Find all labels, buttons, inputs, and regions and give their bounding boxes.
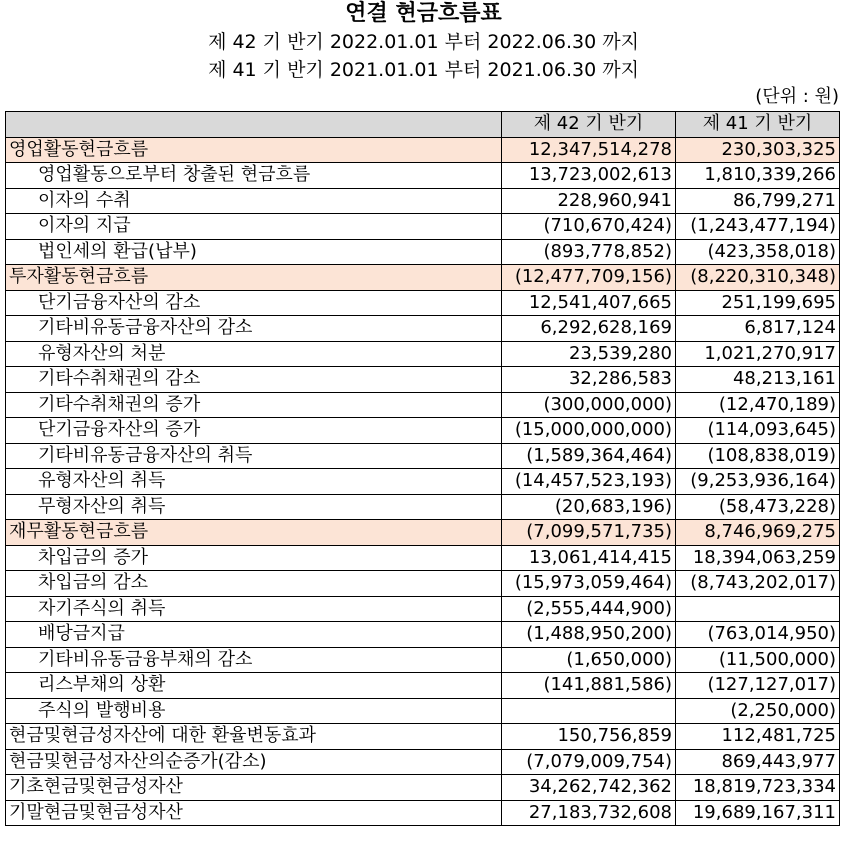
row-value-current: (2,555,444,900)	[502, 596, 676, 622]
table-row	[6, 316, 840, 342]
table-row	[6, 214, 840, 240]
row-value-current: (893,778,852)	[502, 239, 676, 265]
row-value-prior: (58,473,228)	[676, 494, 840, 520]
unit-label: (단위 : 원)	[755, 86, 839, 107]
table-row	[6, 520, 840, 546]
table-row	[6, 341, 840, 367]
row-value-prior: (8,743,202,017)	[676, 571, 840, 597]
table-row	[6, 290, 840, 316]
row-value-current: (12,477,709,156)	[502, 265, 676, 291]
row-label: 리스부채의 상환	[6, 673, 502, 699]
row-label: 법인세의 환급(납부)	[6, 239, 502, 265]
row-label: 무형자산의 취득	[6, 494, 502, 520]
table-row	[6, 749, 840, 775]
row-value-prior: 18,394,063,259	[676, 545, 840, 571]
row-label: 배당금지급	[6, 622, 502, 648]
header-prior: 제 41 기 반기	[676, 112, 840, 138]
row-value-prior: 18,819,723,334	[676, 775, 840, 801]
row-label: 차입금의 감소	[6, 571, 502, 597]
row-value-current: (300,000,000)	[502, 392, 676, 418]
row-value-current: 12,347,514,278	[502, 137, 676, 163]
table-row	[6, 698, 840, 724]
row-label: 현금및현금성자산에 대한 환율변동효과	[6, 724, 502, 750]
row-value-current: (1,650,000)	[502, 647, 676, 673]
table-row	[6, 724, 840, 750]
table-header-row	[6, 112, 840, 138]
table-row	[6, 571, 840, 597]
table-row	[6, 800, 840, 826]
row-label: 단기금융자산의 증가	[6, 418, 502, 444]
table-row	[6, 647, 840, 673]
row-value-prior: 251,199,695	[676, 290, 840, 316]
row-value-current: 13,723,002,613	[502, 163, 676, 189]
table-row	[6, 545, 840, 571]
row-label: 이자의 지급	[6, 214, 502, 240]
row-value-current: 12,541,407,665	[502, 290, 676, 316]
row-value-current: 32,286,583	[502, 367, 676, 393]
row-value-prior	[676, 596, 840, 622]
cash-flow-table	[5, 111, 840, 826]
page-title: 연결 현금흐름표	[345, 0, 502, 26]
row-value-prior: 1,021,270,917	[676, 341, 840, 367]
row-value-current: (15,973,059,464)	[502, 571, 676, 597]
row-value-prior: 6,817,124	[676, 316, 840, 342]
row-label: 기초현금및현금성자산	[6, 775, 502, 801]
row-value-current: (14,457,523,193)	[502, 469, 676, 495]
row-value-current: (7,099,571,735)	[502, 520, 676, 546]
row-value-prior: (11,500,000)	[676, 647, 840, 673]
row-label: 이자의 수취	[6, 188, 502, 214]
table-row	[6, 239, 840, 265]
row-label: 차입금의 증가	[6, 545, 502, 571]
row-value-current: (7,079,009,754)	[502, 749, 676, 775]
row-value-current: 228,960,941	[502, 188, 676, 214]
row-label: 기타수취채권의 증가	[6, 392, 502, 418]
row-value-current: (15,000,000,000)	[502, 418, 676, 444]
table-row	[6, 443, 840, 469]
table-row	[6, 596, 840, 622]
table-row	[6, 775, 840, 801]
row-value-prior: 869,443,977	[676, 749, 840, 775]
row-value-current: 23,539,280	[502, 341, 676, 367]
row-value-current: (141,881,586)	[502, 673, 676, 699]
row-value-prior: (2,250,000)	[676, 698, 840, 724]
row-label: 기타비유동금융부채의 감소	[6, 647, 502, 673]
table-row	[6, 188, 840, 214]
table-row	[6, 265, 840, 291]
row-value-prior: (108,838,019)	[676, 443, 840, 469]
period-current: 제 42 기 반기 2022.01.01 부터 2022.06.30 까지	[208, 31, 639, 53]
table-row	[6, 163, 840, 189]
row-label: 재무활동현금흐름	[6, 520, 502, 546]
table-row	[6, 673, 840, 699]
row-value-current: 13,061,414,415	[502, 545, 676, 571]
row-label: 유형자산의 처분	[6, 341, 502, 367]
row-value-prior: 1,810,339,266	[676, 163, 840, 189]
row-value-prior: 8,746,969,275	[676, 520, 840, 546]
table-row	[6, 494, 840, 520]
row-value-prior: (114,093,645)	[676, 418, 840, 444]
table-row	[6, 469, 840, 495]
row-value-prior: (8,220,310,348)	[676, 265, 840, 291]
row-value-current: (710,670,424)	[502, 214, 676, 240]
row-label: 영업활동현금흐름	[6, 137, 502, 163]
row-value-current	[502, 698, 676, 724]
row-value-prior: (12,470,189)	[676, 392, 840, 418]
row-label: 단기금융자산의 감소	[6, 290, 502, 316]
row-label: 유형자산의 취득	[6, 469, 502, 495]
row-value-prior: 19,689,167,311	[676, 800, 840, 826]
table-row	[6, 622, 840, 648]
table-row	[6, 137, 840, 163]
row-value-current: (20,683,196)	[502, 494, 676, 520]
row-value-prior: (127,127,017)	[676, 673, 840, 699]
table-row	[6, 367, 840, 393]
header-current: 제 42 기 반기	[502, 112, 676, 138]
row-value-current: 6,292,628,169	[502, 316, 676, 342]
row-value-prior: 48,213,161	[676, 367, 840, 393]
row-value-current: (1,589,364,464)	[502, 443, 676, 469]
row-label: 기말현금및현금성자산	[6, 800, 502, 826]
row-value-current: (1,488,950,200)	[502, 622, 676, 648]
row-value-prior: 230,303,325	[676, 137, 840, 163]
row-value-prior: 86,799,271	[676, 188, 840, 214]
row-label: 현금및현금성자산의순증가(감소)	[6, 749, 502, 775]
row-value-current: 150,756,859	[502, 724, 676, 750]
period-prior: 제 41 기 반기 2021.01.01 부터 2021.06.30 까지	[208, 59, 639, 81]
row-label: 투자활동현금흐름	[6, 265, 502, 291]
row-label: 자기주식의 취득	[6, 596, 502, 622]
row-label: 주식의 발행비용	[6, 698, 502, 724]
table-row	[6, 392, 840, 418]
row-label: 기타비유동금융자산의 취득	[6, 443, 502, 469]
row-label: 기타수취채권의 감소	[6, 367, 502, 393]
row-value-current: 34,262,742,362	[502, 775, 676, 801]
row-value-prior: (9,253,936,164)	[676, 469, 840, 495]
row-value-prior: (763,014,950)	[676, 622, 840, 648]
row-value-current: 27,183,732,608	[502, 800, 676, 826]
row-label: 기타비유동금융자산의 감소	[6, 316, 502, 342]
table-row	[6, 418, 840, 444]
row-value-prior: (423,358,018)	[676, 239, 840, 265]
row-value-prior: 112,481,725	[676, 724, 840, 750]
row-value-prior: (1,243,477,194)	[676, 214, 840, 240]
header-blank-cell	[6, 112, 502, 138]
row-label: 영업활동으로부터 창출된 현금흐름	[6, 163, 502, 189]
